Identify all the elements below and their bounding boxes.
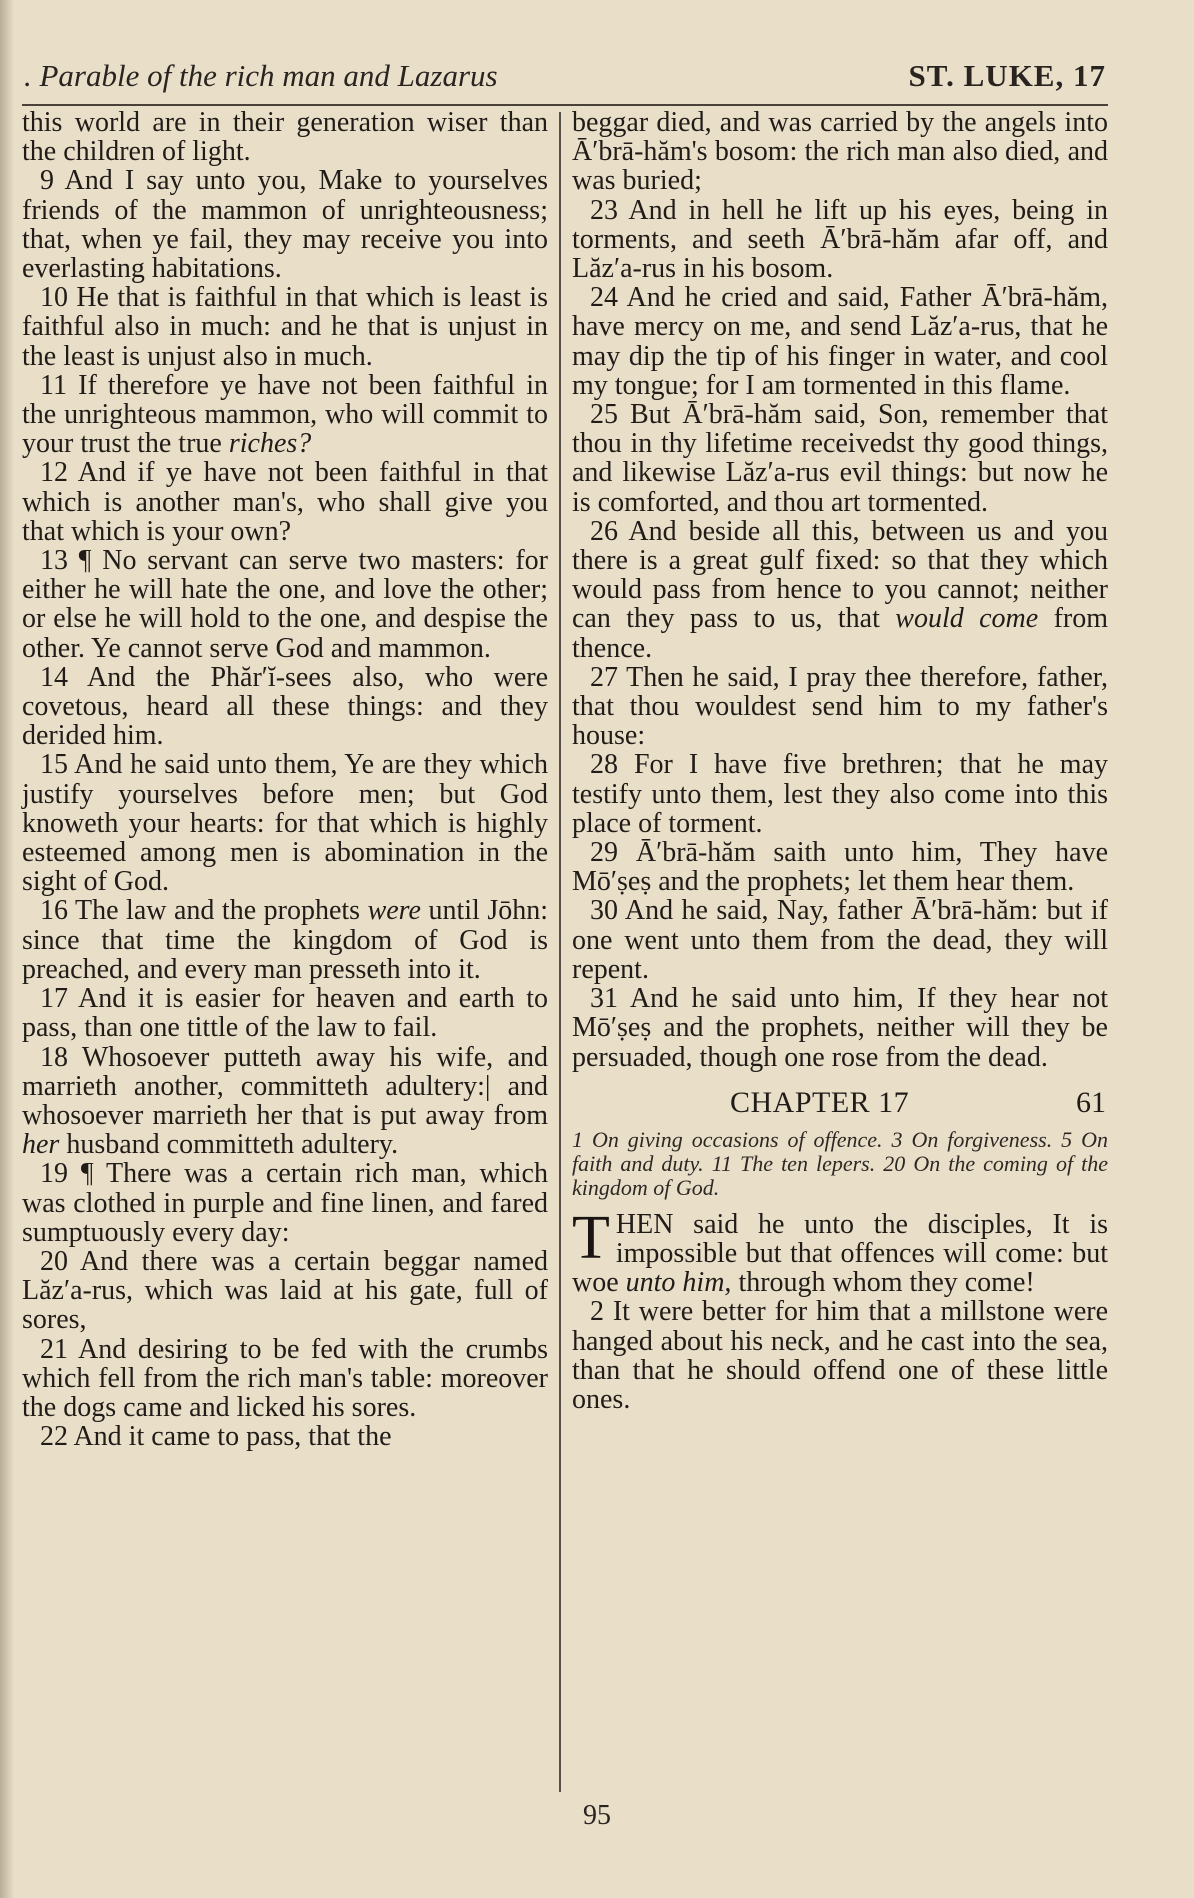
verse-paragraph: 21 And desiring to be fed with the crumbs which fell from the rich man's table: moreover the dogs came and licked his sores. <box>22 1333 548 1423</box>
page-header <box>24 52 1106 100</box>
chapter-heading <box>572 1085 1108 1124</box>
verse-paragraph: 31 And he said unto him, If they hear not Mō′ṣeṣ and the prophets, neither will they be persuaded, though one rose from the dead. <box>572 983 1108 1073</box>
chapter-title: CHAPTER 17 <box>730 1085 910 1119</box>
book-chapter-title: ST. LUKE, 17 <box>908 58 1106 93</box>
verse-paragraph: 27 Then he said, I pray thee therefore, father, that thou wouldest send him to my father's house: <box>572 661 1108 752</box>
verse-text: through whom they come! <box>731 1267 1035 1299</box>
verse-paragraph: 9 And I say unto you, Make to yourselves friends of the mammon of unrighteousness; that, when ye fail, they may receive you into everlasting habitations. <box>22 165 548 285</box>
drop-cap-letter: T <box>572 1203 610 1272</box>
verse-paragraph: 12 And if ye have not been faithful in that which is another man's, who shall give you that which is your own? <box>22 457 548 547</box>
verse-paragraph: 28 For I have five brethren; that he may testify unto them, lest they also come into this place of torment. <box>572 749 1108 839</box>
section-title: . Parable of the rich man and Lazarus <box>24 58 498 93</box>
column-divider <box>559 112 561 1792</box>
chapter-summary: 1 On giving occasions of offence. 3 On forgiveness. 5 On faith and duty. 11 The ten lepers. 20 On the coming of the kingdom of God. <box>572 1126 1108 1200</box>
chapter-reference-number: 61 <box>1076 1085 1106 1119</box>
verse-paragraph: 30 And he said, Nay, father Ā′brā-hăm: but if one went unto them from the dead, they will repent. <box>572 895 1108 985</box>
verse-text: 26 And beside all this, between us and you there is a great gulf fixed: so that they which would pass from hence to you cannot; neither can they pass to us, that <box>572 515 1108 635</box>
verse-paragraph: 2 It were better for him that a millstone were hanged about his neck, and he cast into the sea, than that he should offend one of these little ones. <box>572 1296 1108 1415</box>
verse-paragraph: 15 And he said unto them, Ye are they which justify yourselves before men; but God knoweth your hearts: for that which is highly esteemed among men is abomination in the sight of God. <box>22 749 548 898</box>
verse-text: 16 The law and the prophets <box>40 895 368 927</box>
verse-paragraph <box>22 371 548 459</box>
header-rule <box>22 104 1108 106</box>
right-column <box>572 108 1108 1414</box>
verse-paragraph: 24 And he cried and said, Father Ā′brā-hăm, have mercy on me, and send Lăz′a-rus, that he may dip the tip of his finger in water, and cool my tongue; for I am tormented in this flame. <box>572 282 1108 401</box>
verse-text: from thence. <box>572 603 1108 664</box>
verse-paragraph: 19 ¶ There was a certain rich man, which was clothed in purple and fine linen, and fared sumptuously every day: <box>22 1158 548 1248</box>
page-edge-shadow <box>0 0 14 1898</box>
verse-text: HEN said he unto the disciples, It is impossible but that offences will come: but woe <box>572 1208 1108 1299</box>
verse-italic-word: would come <box>895 603 1039 635</box>
verse-paragraph: 10 He that is faithful in that which is least is faithful also in much: and he that is unjust in the least is unjust also in much. <box>22 282 548 372</box>
verse-text: until Jōhn: since that time the kingdom of God is preached, and every man presseth into it. <box>22 895 549 985</box>
verse-italic-word: her <box>22 1129 60 1161</box>
verse-paragraph: 29 Ā′brā-hăm saith unto him, They have Mō′ṣeṣ and the prophets; let them hear them. <box>572 837 1108 898</box>
verse-paragraph <box>22 896 548 984</box>
verse-text: 18 Whosoever putteth away his wife, and marrieth another, committeth adultery:| and whosoever marrieth her that is put away from <box>22 1041 548 1131</box>
verse-paragraph: 22 And it came to pass, that the <box>40 1421 392 1453</box>
verse-paragraph: 20 And there was a certain beggar named Lăz′a-rus, which was laid at his gate, full of sores, <box>22 1245 548 1336</box>
verse-paragraph <box>22 1043 548 1160</box>
verse-paragraph: 25 But Ā′brā-hăm said, Son, remember that thou in thy lifetime receivedst thy good things, and likewise Lăz′a-rus evil things: but now he is comforted, and thou art tormented. <box>572 399 1108 518</box>
verse-italic-word: riches? <box>228 428 312 460</box>
verse-paragraph: beggar died, and was carried by the angels into Ā′brā-hăm's bosom: the rich man also died, and was buried; <box>572 107 1108 197</box>
verse-paragraph: this world are in their generation wiser than the children of light. <box>22 107 548 168</box>
verse-paragraph <box>572 517 1108 663</box>
verse-text: 11 If therefore ye have not been faithful in the unrighteous mammon, who will commit to your trust the true <box>22 369 548 460</box>
page-number: 95 <box>583 1800 611 1831</box>
verse-paragraph: 17 And it is easier for heaven and earth to pass, than one tittle of the law to fail. <box>22 983 548 1044</box>
verse-paragraph: 23 And in hell he lift up his eyes, being in torments, and seeth Ā′brā-hăm afar off, and Lăz′a-rus in his bosom. <box>572 194 1108 285</box>
verse-paragraph: 13 ¶ No servant can serve two masters: for either he will hate the one, and love the other; or else he will hold to the one, and despise the other. Ye cannot serve God and mammon. <box>22 545 548 664</box>
verse-paragraph <box>572 1203 1108 1299</box>
verse-paragraph: 14 And the Phăr′ĭ-sees also, who were covetous, heard all these things: and they derided him. <box>22 661 548 752</box>
verse-text: husband committeth adultery. <box>59 1129 399 1161</box>
verse-italic-word: unto him, <box>625 1267 732 1299</box>
verse-italic-word: were <box>367 895 421 927</box>
left-column <box>22 108 548 1451</box>
